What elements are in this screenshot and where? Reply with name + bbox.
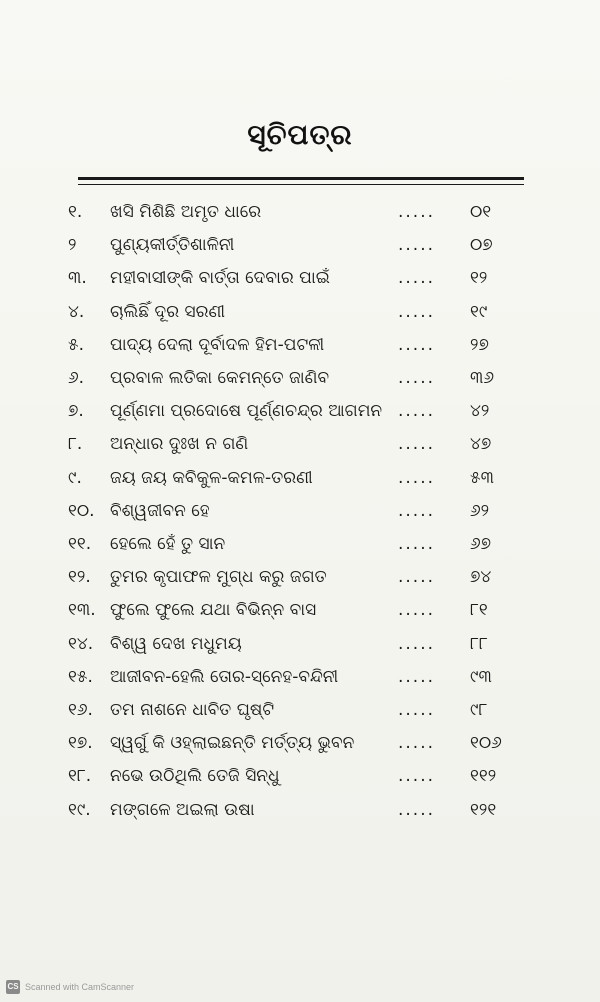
toc-entry-page-number: ୦୭ [470,235,493,256]
toc-entry-number: ୧୭. [68,733,93,754]
toc-entry-number: ୧. [68,202,83,222]
toc-entry-number: ୧୦. [68,500,95,521]
toc-entry-title: ପ୍ରବାଳ ଲତିକା କେମନ୍ତେ ଜାଣିବ [110,368,330,388]
toc-entry-title: ପୂର୍ଣ୍ଣମା ପ୍ରଦୋଷେ ପୂର୍ଣ୍ଣଚନ୍ଦ୍ର ଆଗମନ [110,401,383,422]
toc-entry-number: ୬. [68,368,85,388]
toc-entry-title: ପାଦ୍ୟ ଦେଲା ଦୂର୍ବାଦଳ ହିମ-ପଟଳୀ [110,334,325,355]
toc-entry [0,794,600,826]
toc-entry-title: ଜୟ ଜୟ କବିକୁଳ-କମଳ-ତରଣୀ [110,467,313,488]
toc-entry [0,329,600,361]
toc-entry [0,296,600,328]
title-rule-thin [78,184,524,185]
toc-entry-page-number: ୩୬ [470,368,495,388]
toc-entry-title: ଆଜୀବନ-ହେଲି ତୋର-ସ୍ନେହ-ବନ୍ଦିନୀ [110,666,339,687]
toc-entry [0,528,600,560]
toc-entry-title: ଚାଲିଛିଁ ଦୂର ସରଣୀ [110,301,226,322]
toc-entry-leader-dots: ..... [398,600,436,621]
toc-entry-number: ୭. [68,401,84,422]
toc-entry-page-number: ୧୨ [470,268,488,289]
toc-entry-page-number: ୧୧୨ [470,766,497,787]
toc-entry-leader-dots: ..... [398,401,436,422]
toc-entry-number: ୧୬. [68,700,93,720]
page-title: ସୂଚିପତ୍ର [247,118,353,151]
toc-entry-leader-dots: ..... [398,633,436,654]
toc-entry-page-number: ୧୯ [470,301,488,322]
toc-entry-number: ୨ [68,235,77,256]
scanner-watermark [6,980,134,994]
toc-entry-title: ଖସି ମିଶିଛି ଅମୃତ ଧାରେ [110,202,262,222]
toc-entry-page-number: ୯୩ [470,666,492,687]
toc-entry [0,727,600,759]
toc-entry-page-number: ୬୨ [470,500,490,521]
toc-entry-leader-dots: ..... [398,268,436,289]
toc-entry [0,594,600,626]
toc-entry [0,694,600,726]
toc-entry [0,628,600,660]
toc-entry-number: ୧୫. [68,666,93,687]
toc-entry [0,462,600,494]
toc-entry [0,428,600,460]
toc-entry-page-number: ୮୮ [470,633,488,654]
toc-entry [0,661,600,693]
toc-entry-leader-dots: ..... [398,334,436,355]
toc-entry-page-number: ୫୩ [470,467,494,488]
toc-entry [0,262,600,294]
toc-entry-title: ତୁମର କୃପାଫଳ ମୁଗ୍ଧ କରୁ ଜଗତ [110,567,327,588]
toc-entry-leader-dots: ..... [398,202,436,222]
toc-entry [0,229,600,261]
toc-entry-leader-dots: ..... [398,766,436,787]
toc-entry [0,561,600,593]
title-rule-thick [78,177,524,180]
toc-entry-page-number: ୦୧ [470,202,492,222]
toc-entry-number: ୯. [68,467,82,488]
toc-entry-leader-dots: ..... [398,567,436,588]
toc-entry-page-number: ୬୭ [470,534,492,554]
toc-entry-number: ୪. [68,301,85,322]
toc-entry-page-number: ୧୦୬ [470,733,502,754]
toc-entry-page-number: ୭୪ [470,567,492,588]
toc-entry-number: ୧୪. [68,633,94,654]
toc-entry-title: ସ୍ୱର୍ଗୁ କି ଓହ୍ଲାଇଛନ୍ତି ମର୍ତ୍ତ୍ୟ ଭୁବନ [110,733,355,754]
toc-entry-number: ୫. [68,334,85,355]
toc-entry [0,495,600,527]
toc-entry-title: ହେଲେ ହେଁ ତୁ ସାନ [110,534,226,554]
toc-entry-leader-dots: ..... [398,666,436,687]
toc-entry-number: ୩. [68,268,87,289]
toc-entry-page-number: ୮୧ [470,600,488,621]
toc-entry-title: ତମ ନାଶନେ ଧାବିତ ଘୃଷ୍ଟି [110,700,275,720]
toc-entry-title: ବିଶ୍ୱଜୀବନ ହେ [110,500,210,521]
toc-entry-page-number: ୯୮ [470,700,488,720]
toc-entry-page-number: ୨୭ [470,334,489,355]
toc-entry-number: ୧୯. [68,799,91,820]
camscanner-logo-icon: CS [6,980,20,994]
toc-entry-number: ୧୩. [68,600,96,621]
toc-entry [0,395,600,427]
toc-entry-page-number: ୪୨ [470,401,490,422]
toc-entry-number: ୧୮. [68,766,92,787]
toc-entry-leader-dots: ..... [398,235,436,256]
toc-entry-title: ନଭେ ଉଠିଥିଲି ତେଜି ସିନ୍ଧୁ [110,766,280,787]
toc-entry-title: ମଙ୍ଗଳେ ଅଇଲା ଉଷା [110,799,255,820]
toc-entry-leader-dots: ..... [398,434,436,455]
scanner-label: Scanned with CamScanner [25,982,135,992]
toc-entry-title: ବିଶ୍ୱ ଦେଖ ମଧୁମୟ [110,633,242,654]
toc-entry-number: ୧୨. [68,567,91,588]
toc-entry-leader-dots: ..... [398,500,436,521]
toc-entry [0,362,600,394]
toc-entry-leader-dots: ..... [398,733,436,754]
toc-entry-leader-dots: ..... [398,534,436,554]
toc-entry [0,760,600,792]
toc-entry-number: ୧୧. [68,534,92,554]
toc-entry-leader-dots: ..... [398,368,436,388]
toc-entry-leader-dots: ..... [398,799,436,820]
toc-entry-leader-dots: ..... [398,700,436,720]
toc-entry-title: ପୁଣ୍ୟକୀର୍ତ୍ତିଶାଳିନୀ [110,235,235,256]
toc-entry-leader-dots: ..... [398,301,436,322]
toc-entry-title: ଫୁଲେ ଫୁଲେ ଯଥା ବିଭିନ୍ନ ବାସ [110,600,317,621]
toc-entry-leader-dots: ..... [398,467,436,488]
toc-entry-page-number: ୧୨୧ [470,799,497,820]
toc-entry-title: ଅନ୍ଧାର ଦୁଃଖ ନ ଗଣି [110,434,249,455]
toc-entry-number: ୮. [68,434,83,455]
toc-entry-page-number: ୪୭ [470,434,492,455]
toc-entry-title: ମହୀବାସୀଙ୍କି ବାର୍ତ୍ତା ଦେବାର ପାଇଁ [110,268,330,289]
toc-entry [0,196,600,228]
